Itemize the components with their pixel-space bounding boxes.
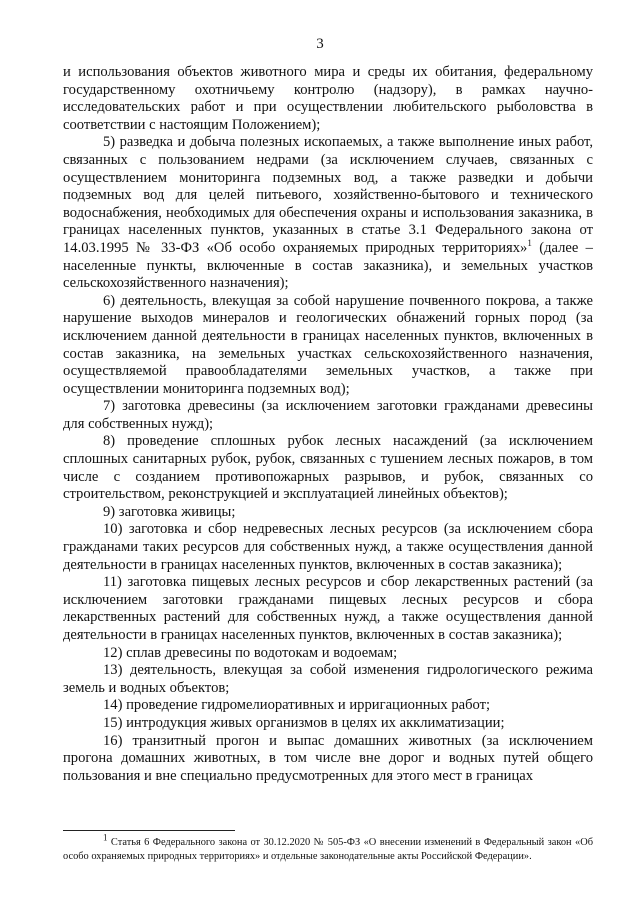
paragraph-item-8: 8) проведение сплошных рубок лесных насаждений (за исключением сплошных санитарных рубок, рубок, связанных с тушением лесных пожаров, в том числе с созданием противопожарных разрывов, и рубок, связанных со строительством, реконструкцией и эксплуатацией линейных объектов); <box>63 433 593 503</box>
paragraph-item-11: 11) заготовка пищевых лесных ресурсов и сбор лекарственных растений (за исключением заготовки гражданами пищевых лесных ресурсов и сбора лекарственных растений для собственных нужд, а также осуществления данной деятельности в границах населенных пунктов, включенных в состав заказника); <box>63 574 593 643</box>
footnote <box>63 832 593 864</box>
footnote-body: Статья 6 Федерального закона от 30.12.2020 № 505-ФЗ «О внесении изменений в Федеральный закон «Об особо охраняемых природных территориях» и отдельные законодательные акты Российской Федерации». <box>63 837 593 862</box>
paragraph-item-15: 15) интродукция живых организмов в целях их акклиматизации; <box>103 714 505 731</box>
paragraph-item-7: 7) заготовка древесины (за исключением заготовки гражданами древесины для собственных нужд); <box>63 398 593 432</box>
paragraph-continuation: и использования объектов животного мира и среды их обитания, федеральному государственному охотничьему контролю (надзору), в рамках научно-исследовательских работ и при осуществлении любительского рыболовства в соответствии с настоящим Положением); <box>63 64 593 133</box>
page-number: 3 <box>316 36 324 52</box>
paragraph-item-14: 14) проведение гидромелиоративных и ирригационных работ; <box>103 697 491 714</box>
paragraph-item-5 <box>63 134 593 292</box>
paragraph-item-16: 16) транзитный прогон и выпас домашних животных (за исключением прогона домашних животных, в том числе вне дорог и водных путей общего пользования и вне специально предусмотренных для этого мест в границах <box>63 732 593 784</box>
paragraph-item-6: 6) деятельность, влекущая за собой нарушение почвенного покрова, а также нарушение выходов минералов и геологических обнажений горных пород (за исключением данной деятельности в границах населенных пунктов, включенных в состав заказника, на земельных участках сельскохозяйственного назначения, осуществляемой правообладателями земельных участков, а также при осуществлении мониторинга подземных вод); <box>63 292 593 397</box>
footnote-divider <box>63 830 235 831</box>
document-body <box>63 64 593 785</box>
paragraph-item-12: 12) сплав древесины по водотокам и водоемам; <box>103 644 398 661</box>
paragraph-item-5-tail: (далее – населенные пункты, включенные в состав заказника), и земельных участков сельскохозяйственного назначения); <box>63 239 593 292</box>
footnote-text <box>63 832 593 864</box>
footnote-marker: 1 <box>103 832 108 843</box>
paragraph-item-9: 9) заготовка живицы; <box>103 503 236 520</box>
footnote-reference: 1 <box>527 238 532 249</box>
paragraph-item-5-text: 5) разведка и добыча полезных ископаемых, а также выполнение иных работ, связанных с пользованием недрами (за исключением случаев, связанных с осуществлением мониторинга подземных вод, а также разведки и добычи подземных вод для целей питьевого, хозяйственно-бытового и технического водоснабжения, необходимых для обеспечения охраны и использования заказника, в границах населенных пунктов, указанных в статье 3.1 Федерального закона от 14.03.1995 № 33-ФЗ «Об особо охраняемых природных территориях» <box>63 134 593 256</box>
paragraph-item-13: 13) деятельность, влекущая за собой изменения гидрологического режима земель и водных объектов; <box>63 662 593 696</box>
paragraph-item-10: 10) заготовка и сбор недревесных лесных ресурсов (за исключением сбора гражданами таких ресурсов для собственных нужд, а также осуществления данной деятельности в границах населенных пунктов, включенных в состав заказника); <box>63 521 593 573</box>
